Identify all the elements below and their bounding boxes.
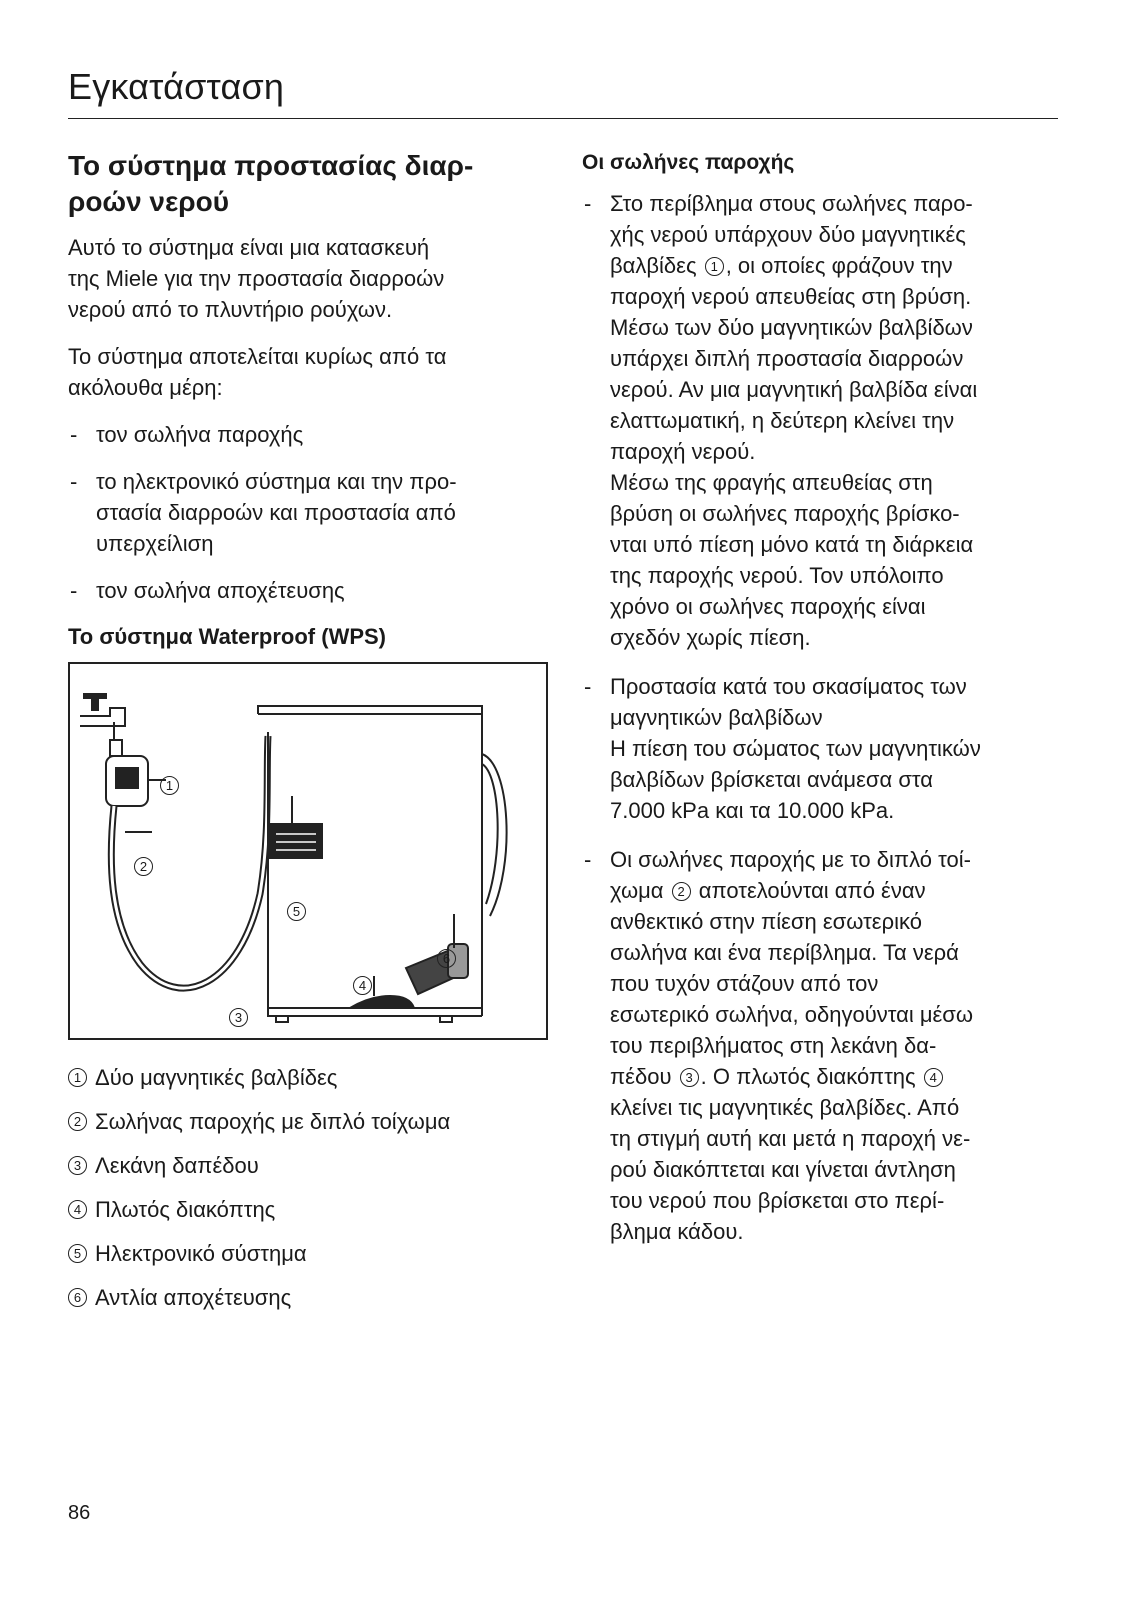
diagram-callout-2: 2 — [134, 857, 153, 876]
list-item: - τον σωλήνα αποχέτευσης — [70, 578, 345, 603]
wps-diagram — [68, 662, 548, 1040]
washing-machine-illustration — [70, 664, 546, 1038]
callout-number: 2 — [68, 1112, 87, 1131]
callout-number: 4 — [924, 1068, 943, 1087]
callout-number: 4 — [68, 1200, 87, 1219]
list-item: - Οι σωλήνες παροχής με το διπλό τοί- χωμα 2 αποτελούνται από έναν ανθεκτικό στην πίεση εσωτερικό σωλήνα και ένα περίβλημα. Τα νερά που τυχόν στάζουν από τον εσωτερικό σωλήνα, οδηγούνται μέσω του περιβλήματος στη λεκάνη δα- πέδου 3 . Ο πλωτός διακόπτης 4 κλείνει τις μαγνητικές βαλβίδες. Από τη στιγμή αυτή και μετά η παροχή νε- ρού διακόπτεται και γίνεται άντληση του νερού που βρίσκεται στο περί- βλημα κάδου. — [584, 847, 974, 1244]
callout-number: 3 — [680, 1068, 699, 1087]
header-divider — [68, 118, 1058, 119]
callout-number: 3 — [68, 1156, 87, 1175]
callout-number: 5 — [68, 1244, 87, 1263]
legend-item: 4 Πλωτός διακόπτης — [68, 1194, 550, 1225]
legend-item: 2 Σωλήνας παροχής με διπλό τοίχωμα — [68, 1106, 550, 1137]
list-item: - το ηλεκτρονικό σύστημα και την προ- στασία διαρροών και προστασία από υπερχείλιση — [70, 469, 457, 556]
parts-list — [68, 419, 550, 606]
diagram-callout-1: 1 — [160, 776, 179, 795]
callout-number: 1 — [68, 1068, 87, 1087]
section-heading: Το σύστημα προστασίας διαρ- ροών νερού — [68, 150, 474, 217]
subsection-heading: Οι σωλήνες παροχής — [582, 151, 795, 174]
page-header — [68, 66, 1058, 108]
list-item: - Προστασία κατά του σκασίματος των μαγνητικών βαλβίδων Η πίεση του σώματος των μαγνητικών βαλβίδων βρίσκεται ανάμεσα στα 7.000 kPa και τα 10.000 kPa. — [584, 674, 981, 823]
callout-number: 2 — [672, 882, 691, 901]
legend-item: 6 Αντλία αποχέτευσης — [68, 1282, 550, 1313]
callout-number: 6 — [68, 1288, 87, 1307]
legend-item: 1 Δύο μαγνητικές βαλβίδες — [68, 1062, 550, 1093]
intro-paragraph: Αυτό το σύστημα είναι μια κατασκευή της Miele για την προστασία διαρροών νερού από το πλυντήριο ρούχων. — [68, 235, 445, 322]
page-title: Εγκατάσταση — [68, 66, 285, 107]
callout-number: 1 — [705, 257, 724, 276]
list-item: - Στο περίβλημα στους σωλήνες παρο- χής νερού υπάρχουν δύο μαγνητικές βαλβίδες 1 , οι οποίες φράζουν την παροχή νερού απευθείας στη βρύση. Μέσω των δύο μαγνητικών βαλβίδων υπάρχει διπλή προστασία διαρροών νερού. Αν μια μαγνητική βαλβίδα είναι ελαττωματική, η δεύτερη κλείνει την παροχή νερού. Μέσω της φραγής απευθείας στη βρύση οι σωλήνες παροχής βρίσκο- νται υπό πίεση μόνο κατά τη διάρκεια της παροχής νερού. Τον υπόλοιπο χρόνο οι σωλήνες παροχής είναι σχεδόν χωρίς πίεση. — [584, 191, 978, 650]
parts-paragraph: Το σύστημα αποτελείται κυρίως από τα ακόλουθα μέρη: — [68, 344, 447, 400]
left-column — [68, 148, 550, 1326]
legend-item: 5 Ηλεκτρονικό σύστημα — [68, 1238, 550, 1269]
legend-item: 3 Λεκάνη δαπέδου — [68, 1150, 550, 1181]
diagram-legend — [68, 1062, 550, 1313]
wps-heading: Το σύστημα Waterproof (WPS) — [68, 624, 387, 649]
supply-hose-list — [582, 188, 1062, 1247]
list-item: - τον σωλήνα παροχής — [70, 422, 304, 447]
page-number: 86 — [68, 1502, 91, 1524]
right-column — [582, 148, 1062, 1265]
diagram-callout-5: 5 — [287, 902, 306, 921]
diagram-callout-4: 4 — [353, 976, 372, 995]
diagram-callout-6: 6 — [437, 949, 456, 968]
diagram-callout-3: 3 — [229, 1008, 248, 1027]
